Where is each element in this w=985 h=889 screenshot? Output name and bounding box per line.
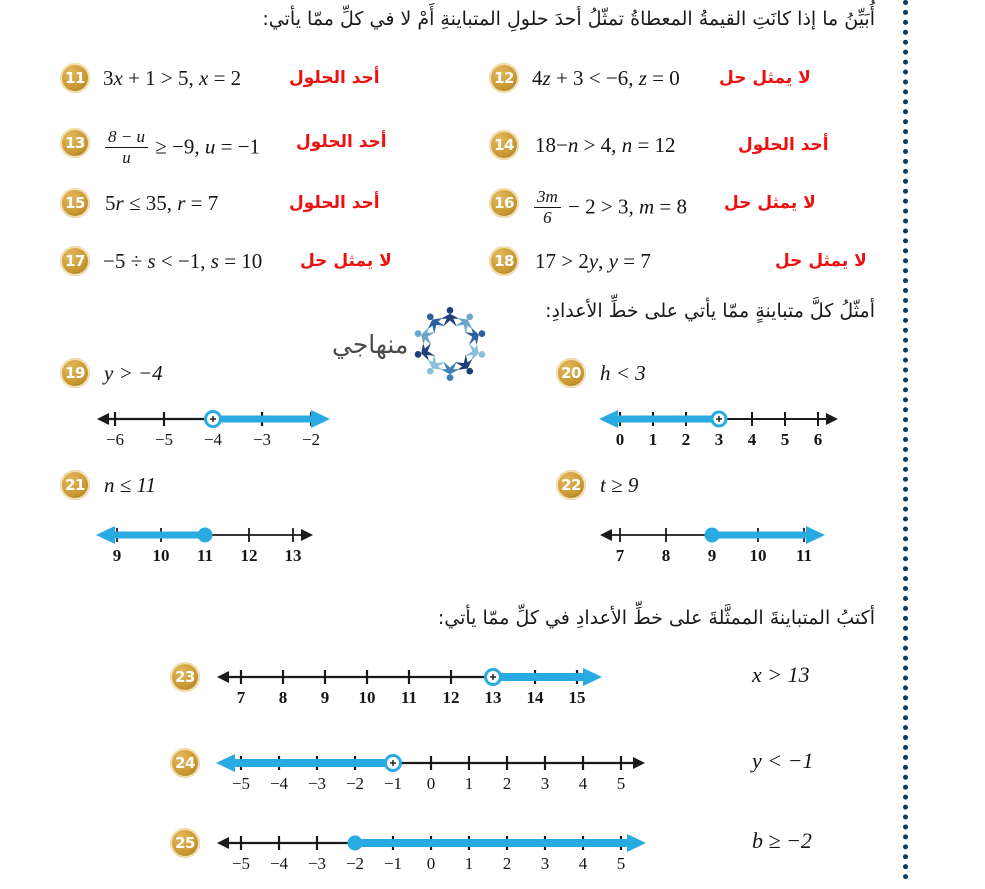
number-line-tick-label: −6 [105, 430, 125, 449]
exercise-badge-18: 18 [489, 246, 519, 276]
exercise-badge-22: 22 [556, 470, 586, 500]
fraction-denominator: u [122, 147, 131, 167]
number-line-tick-label: −3 [307, 854, 327, 873]
number-line-tick-label: −4 [269, 774, 289, 793]
exercise-inequality-20: h < 3 [600, 361, 646, 385]
number-line-tick-label: 0 [426, 854, 436, 873]
number-line-tick-label: −2 [345, 854, 365, 873]
fraction-numerator: 3m [534, 187, 561, 208]
exercise-expression-15: 5r ≤ 35, r = 7 [105, 191, 219, 215]
number-line-tick-label: 1 [464, 854, 474, 873]
fraction-numerator: 8 − u [105, 127, 148, 148]
number-line-24 [215, 749, 647, 795]
number-line-tick-label: 14 [526, 688, 544, 707]
number-line-tick-label: 11 [400, 688, 418, 707]
number-line-tick-label: 7 [236, 688, 246, 707]
number-line-tick-label: 10 [152, 546, 170, 565]
number-line-25 [215, 829, 647, 875]
number-line-tick-label: 12 [240, 546, 258, 565]
number-line-20 [598, 405, 840, 451]
exercise-inequality-22: t ≥ 9 [600, 473, 639, 497]
section-1-heading: أُبَيِّنُ ما إذا كانَتِ القيمةُ المعطاةُ تمثّلُ أحدَ حلولِ المتباينةِ أَمْ لا في كلِّ ممّا يأتي: [262, 8, 875, 30]
number-line-tick-label: 2 [502, 854, 512, 873]
number-line-tick-label: 13 [484, 688, 502, 707]
exercise-answer-24: y < −1 [752, 748, 814, 773]
number-line-tick-label: 4 [578, 774, 588, 793]
manhaji-logo-text: منهاجي [332, 330, 409, 359]
exercise-expression-18: 17 > 2y, y = 7 [535, 249, 651, 273]
exercise-badge-15: 15 [60, 188, 90, 218]
exercise-expression-14: 18−n > 4, n = 12 [535, 133, 676, 157]
number-line-tick-label: 5 [616, 854, 626, 873]
number-line-tick-label: 13 [284, 546, 302, 565]
exercise-expression-17: −5 ÷ s < −1, s = 10 [103, 249, 263, 273]
number-line-tick-label: −1 [383, 774, 403, 793]
exercise-badge-23: 23 [170, 662, 200, 692]
number-line-tick-label: −2 [301, 430, 321, 449]
exercise-badge-21: 21 [60, 470, 90, 500]
exercise-answer-18: لا يمثل حل [775, 251, 867, 271]
number-line-tick-label: 4 [747, 430, 757, 449]
number-line-tick-label: −3 [307, 774, 327, 793]
number-line-tick-label: 5 [780, 430, 790, 449]
section-3-heading: أكتبُ المتباينةَ الممثَّلةَ على خطِّ الأعدادِ في كلِّ ممّا يأتي: [437, 607, 875, 629]
number-line-tick-label: 1 [464, 774, 474, 793]
fraction-16 [534, 187, 561, 228]
number-line-tick-label: −5 [231, 854, 251, 873]
number-line-tick-label: −1 [383, 854, 403, 873]
exercise-answer-15: أحد الحلول [289, 193, 380, 213]
number-line-tick-label: 8 [661, 546, 671, 565]
number-line-tick-label: −3 [252, 430, 272, 449]
number-line-tick-label: 9 [707, 546, 717, 565]
number-line-tick-label: 3 [540, 854, 550, 873]
section-2-heading: أمثّلُ كلَّ متباينةٍ ممّا يأتي على خطِّ الأعدادِ: [545, 300, 875, 322]
number-line-21 [95, 521, 315, 567]
number-line-22 [598, 521, 826, 567]
exercise-inequality-21: n ≤ 11 [104, 473, 156, 497]
number-line-tick-label: 11 [795, 546, 813, 565]
page-margin-dotted-line [903, 0, 908, 880]
number-line-19 [95, 405, 331, 451]
number-line-tick-label: 10 [358, 688, 376, 707]
exercise-badge-12: 12 [489, 63, 519, 93]
number-line-tick-label: 5 [616, 774, 626, 793]
number-line-tick-label: 0 [615, 430, 625, 449]
number-line-tick-label: −4 [269, 854, 289, 873]
number-line-tick-label: 4 [578, 854, 588, 873]
number-line-tick-label: −5 [154, 430, 174, 449]
exercise-answer-13: أحد الحلول [296, 132, 387, 152]
exercise-expression-11: 3x + 1 > 5, x = 2 [103, 66, 242, 90]
exercise-badge-24: 24 [170, 748, 200, 778]
exercise-expression-12: 4z + 3 < −6, z = 0 [532, 66, 680, 90]
manhaji-logo [332, 302, 492, 387]
exercise-answer-23: x > 13 [752, 662, 810, 687]
number-line-tick-label: −5 [231, 774, 251, 793]
number-line-tick-label: 8 [278, 688, 288, 707]
exercise-answer-12: لا يمثل حل [719, 68, 811, 88]
exercise-answer-11: أحد الحلول [289, 68, 380, 88]
exercise-badge-20: 20 [556, 358, 586, 388]
number-line-tick-label: −2 [345, 774, 365, 793]
number-line-tick-label: 2 [681, 430, 691, 449]
fraction-denominator: 6 [543, 207, 552, 227]
number-line-tick-label: 1 [648, 430, 658, 449]
number-line-tick-label: 11 [196, 546, 214, 565]
exercise-badge-25: 25 [170, 828, 200, 858]
number-line-tick-label: 3 [714, 430, 724, 449]
number-line-tick-label: 7 [615, 546, 625, 565]
fraction-13 [105, 127, 148, 168]
number-line-tick-label: 2 [502, 774, 512, 793]
exercise-answer-16: لا يمثل حل [724, 193, 816, 213]
exercise-answer-25: b ≥ −2 [752, 828, 812, 853]
exercise-badge-16: 16 [489, 188, 519, 218]
exercise-badge-14: 14 [489, 130, 519, 160]
manhaji-star-people-logo-icon [408, 302, 492, 391]
number-line-tick-label: 12 [442, 688, 460, 707]
exercise-badge-11: 11 [60, 63, 90, 93]
number-line-tick-label: 15 [568, 688, 586, 707]
exercise-badge-17: 17 [60, 246, 90, 276]
number-line-23 [215, 663, 603, 709]
exercise-answer-14: أحد الحلول [738, 135, 829, 155]
number-line-tick-label: 9 [112, 546, 122, 565]
number-line-tick-label: 9 [320, 688, 330, 707]
number-line-tick-label: 6 [813, 430, 823, 449]
number-line-tick-label: 0 [426, 774, 436, 793]
number-line-tick-label: 3 [540, 774, 550, 793]
exercise-expression-13: $\frac{8 - u}{u}$ ≥ −9, u = −1 [103, 128, 260, 169]
exercise-badge-19: 19 [60, 358, 90, 388]
exercise-expression-16: $\frac{3m}{6}$ − 2 > 3, m = 8 [532, 188, 687, 229]
exercise-inequality-19: y > −4 [104, 361, 163, 385]
exercise-badge-13: 13 [60, 128, 90, 158]
number-line-tick-label: −4 [203, 430, 223, 449]
exercise-answer-17: لا يمثل حل [300, 251, 392, 271]
number-line-tick-label: 10 [749, 546, 767, 565]
